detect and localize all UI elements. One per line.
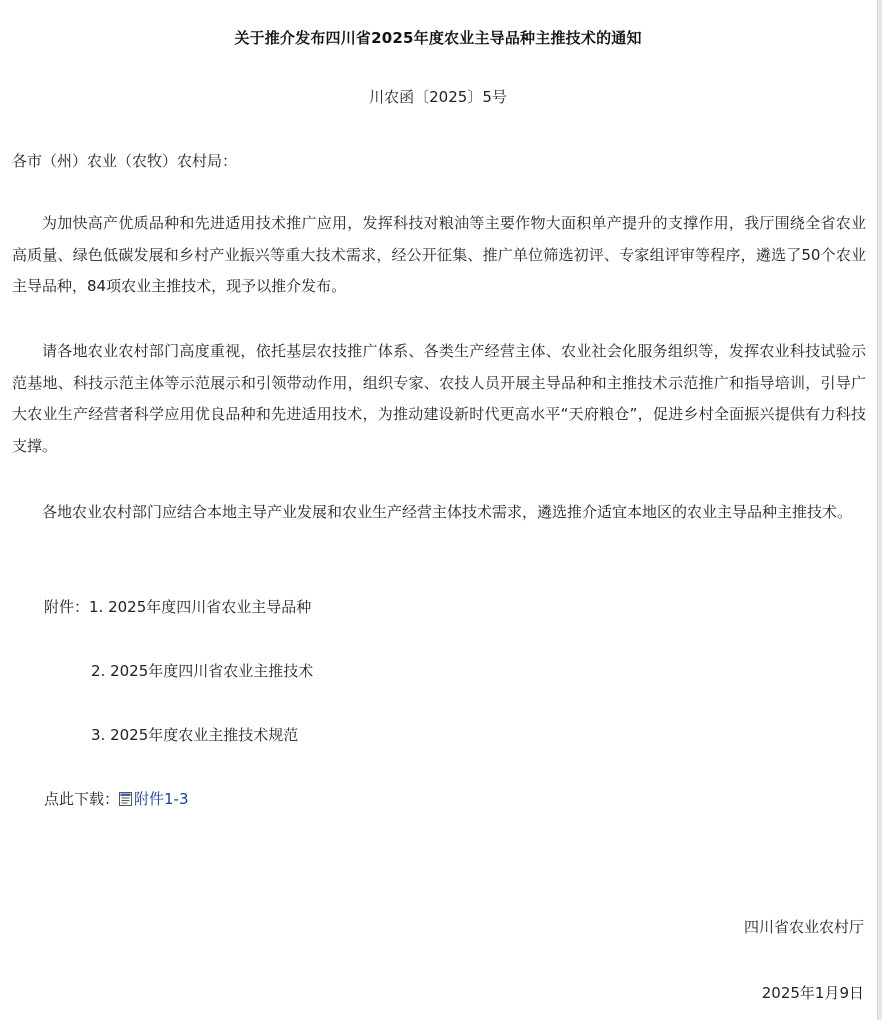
vertical-scrollbar[interactable] (877, 0, 882, 1020)
paragraph-3: 各地农业农村部门应结合本地主导产业发展和农业生产经营主体技术需求，遴选推介适宜本地区的农业主导品种主推技术。 (42, 503, 853, 521)
attachment-download-link[interactable]: 附件1-3 (134, 790, 189, 808)
document-icon[interactable] (119, 792, 132, 806)
download-label: 点此下载： (44, 790, 120, 808)
paragraph-2: 请各地农业农村部门高度重视，依托基层农技推广体系、各类生产经营主体、农业社会化服务组织等，发挥农业科技试验示范基地、科技示范主体等示范展示和引领带动作用，组织专家、农技人员开展主导品种和主推技术示范推广和指导培训，引导广大农业生产经营者科学应用优良品种和先进适用技术，为推动建设新时代更高水平“天府粮仓”，促进乡村全面振兴提供有力科技支撑。 (12, 342, 866, 455)
salutation: 各市（州）农业（农牧）农村局： (12, 152, 238, 170)
download-row (44, 788, 189, 809)
attachment-item-1: 附件：1. 2025年度四川省农业主导品种 (44, 598, 312, 616)
page-title: 关于推介发布四川省2025年度农业主导品种主推技术的通知 (234, 29, 642, 47)
document-number: 川农函〔2025〕5号 (369, 88, 507, 106)
issuer: 四川省农业农村厅 (743, 918, 864, 936)
attachment-item-2: 2. 2025年度四川省农业主推技术 (91, 662, 314, 680)
paragraph-1: 为加快高产优质品种和先进适用技术推广应用，发挥科技对粮油等主要作物大面积单产提升的支撑作用，我厅围绕全省农业高质量、绿色低碳发展和乡村产业振兴等重大技术需求，经公开征集、推广单位筛选初评、专家组评审等程序，遴选了50个农业主导品种，84项农业主推技术，现予以推介发布。 (12, 214, 866, 295)
attachment-item-3: 3. 2025年度农业主推技术规范 (91, 726, 299, 744)
issue-date: 2025年1月9日 (761, 984, 864, 1002)
